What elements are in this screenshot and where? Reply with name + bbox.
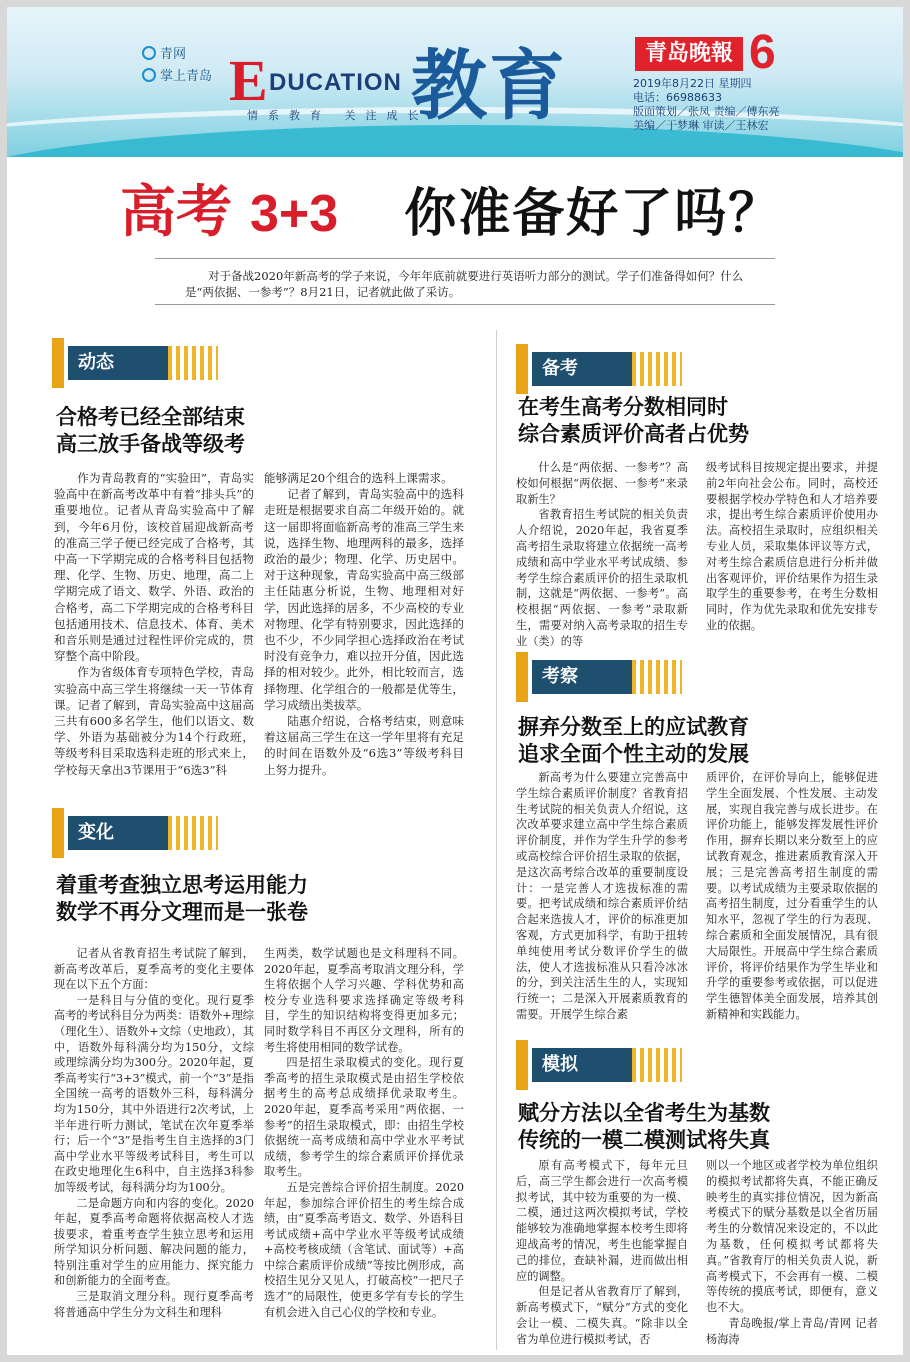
byline: 青岛晚报/掌上青岛/青网 记者 杨海涛 xyxy=(706,1316,878,1346)
title-line-1: 赋分方法以全省考生为基数 xyxy=(518,1101,770,1125)
tag-label: 变化 xyxy=(68,816,168,850)
paragraph: 作为青岛教育的“实验田”，青岛实验高中在新高考改革中有着“排头兵”的重要地位。记者从青岛实验高中了解到，今年6月份，该校首届迎战新高考的准高三学子便已经完成了合格考，其中高一下学期完成的合格考科目包括物理、化学、生物、历史、地理，高二上学期完成了语文、数学、外语、政治的合格考，高二下学期完成的合格考科目包括通用技术、信息技术、体育、美术和音乐则是通过过程性评价完成的，贯穿整个高中阶段。 xyxy=(54,471,254,664)
main-headline xyxy=(120,168,782,248)
title-line-1: 着重考查独立思考运用能力 xyxy=(56,873,308,897)
tag-accent-bar xyxy=(52,338,64,388)
masthead-slogan: 情系教育 关注成长 xyxy=(247,109,429,122)
article-title-kaocha xyxy=(518,714,749,768)
article-title-bianhua xyxy=(56,872,308,926)
paragraph: 原有高考模式下，每年元旦后，高三学生都会进行一次高考模拟考试，其中较为重要的为一模、二模，通过这两次模拟考试，学校能够较为准确地掌握本校考生即将迎战高考的情况，考生也能掌握自己的排位，查缺补漏，进而做出相应的调整。 xyxy=(516,1159,688,1283)
paragraph: 记者从省教育招生考试院了解到，新高考改革后，夏季高考的变化主要体现在以下五个方面： xyxy=(54,947,254,992)
editor-line-2: 美编／于梦琳 审读／王林宏 xyxy=(633,119,769,132)
title-line-2: 传统的一模二模测试将失真 xyxy=(518,1128,770,1152)
tag-accent-bar xyxy=(516,1040,528,1090)
paragraph: 但是记者从省教育厅了解到，新高考模式下，“赋分”方式的变化会让一模、二模失真。“除非以全省为单位进行模拟考试，否 xyxy=(516,1285,688,1346)
lead-top-rule xyxy=(155,258,775,259)
tag-stripe xyxy=(168,816,218,850)
qingwang-logo xyxy=(142,43,186,62)
section-tag-moni xyxy=(516,1040,682,1090)
paragraph: 一是科目与分值的变化。现行夏季高考的考试科目分为两类：语数外+理综（理化生）、语数外+文综（史地政），其中，语数外每科满分均为150分，文综或理综满分均为300分。2020年起，夏季高考实行“3+3”模式，前一个“3”是指全国统一高考的语数外三科，每科满分均为150分，其中外语进行2次考试，上半年进行听力测试，笔试在次年夏季举行；后一个“3”是指考生自主选择的3门高中学业水平等级考试科目，考生可以在政史地理化生6科中，自主选择3科参加等级考试，每科满分均为100分。 xyxy=(54,993,254,1194)
headline-red-number: 3+3 xyxy=(250,185,339,243)
paragraph: 新高考为什么要建立完善高中学生综合素质评价制度？省教育招生考试院的相关负责人介绍说，这次改革要求建立高中学生综合素质评价制度，并作为学生升学的参考或高校综合评价招生录取的依据，是这次高考综合改革的重要制度设计：一是完善人才选拔标准的需要。把考试成绩和综合素质评价结合起来选拔人才，评价的标准更加客观，方式更加科学，有助于扭转单纯使用考试分数评价学生的做法，使人才选拔标准从只看冷冰冰的分，到关注活生生的人，实现知行统一；二是深入开展素质教育的需要。开展学生综合素 xyxy=(516,771,688,1021)
paragraph: 则以一个地区或者学校为单位组织的模拟考试都将失真，不能正确反映考生的真实排位情况，因为新高考模式下的赋分基数是以全省历届考生的分数情况来设定的，不以此为基数，任何模拟考试都将失真。”省教育厅的相关负责人说，新高考模式下，不会再有一模、二模等传统的摸底考试，即便有，意义也不大。 xyxy=(706,1159,878,1315)
phone-line: 电话：66988633 xyxy=(633,91,722,104)
section-tag-kaocha xyxy=(516,652,682,702)
article-column-kaocha-1 xyxy=(516,770,688,1023)
paragraph: 什么是“两依据、一参考”？高校如何根据“两依据、一参考”来录取新生？ xyxy=(516,461,688,506)
tag-label: 考察 xyxy=(532,660,632,694)
paragraph: 生两类，数学试题也是文科理科不同。2020年起，夏季高考取消文理分科，学生将依据个人学习兴趣、学科优势和高校分专业选科要求选择确定等级考科目，学生的知识结构将变得更加多元；同时数学科目不再区分文理科，所有的考生将使用相同的数学试卷。 xyxy=(264,947,464,1054)
paragraph: 能够满足20个组合的选科上课需求。 xyxy=(264,471,453,485)
section-tag-dongtai xyxy=(52,338,218,388)
title-line-2: 高三放手备战等级考 xyxy=(56,432,245,456)
education-e-letter: E xyxy=(229,48,268,113)
lead-paragraph: 对于备战2020年新高考的学子来说，今年年底前就要进行英语听力部分的测试。学子们准备得如何？什么是“两依据、一参考”？8月21日，记者就此做了采访。 xyxy=(185,269,744,299)
headline-black-text: 你准备好了吗？ xyxy=(404,184,783,244)
paragraph: 陆惠介绍说，合格考结束，则意味着这届高三学生在这一学年里将有充足的时间在语数外及“6选3”等级考科目上努力提升。 xyxy=(264,714,464,777)
section-tag-beikao xyxy=(516,344,682,394)
article-column-bianhua-2 xyxy=(264,946,464,1320)
article-column-beikao-1 xyxy=(516,460,688,650)
title-line-1: 在考生高考分数相同时 xyxy=(518,395,728,419)
tag-accent-bar xyxy=(516,344,528,394)
page-number: 6 xyxy=(749,26,776,79)
article-title-dongtai xyxy=(56,404,245,458)
newspaper-logo: 青岛晚報 xyxy=(635,37,743,71)
date-line: 2019年8月22日 星期四 xyxy=(633,77,752,90)
paragraph: 质评价，在评价导向上，能够促进学生全面发展、个性发展、主动发展，实现自我完善与成长进步。在评价功能上，能够发挥发展性评价作用，摒弃长期以来分数至上的应试教育观念，推进素质教育深入开展；三是完善高考招生制度的需要。以考试成绩为主要录取依据的高考招生制度，过分看重学生的认知水平，忽视了学生的行为表现、综合素质和全面发展情况，具有很大局限性。开展高中学生综合素质评价，将评价结果作为学生毕业和升学的重要参考或依据，可以促进学生德智体美全面发展，培养其创新精神和实践能力。 xyxy=(706,771,878,1021)
headline-red-text: 高考 xyxy=(120,179,232,245)
qingwang-icon xyxy=(142,46,156,60)
article-column-dongtai-1 xyxy=(54,470,254,778)
article-title-moni xyxy=(518,1100,770,1154)
education-wordmark: DUCATION xyxy=(269,69,402,96)
article-title-beikao xyxy=(518,394,749,448)
section-title: 教育 xyxy=(411,41,567,130)
tag-label: 动态 xyxy=(68,346,168,380)
tag-stripe xyxy=(632,1048,682,1082)
masthead xyxy=(7,7,903,157)
tag-stripe xyxy=(168,346,218,380)
tag-label: 模拟 xyxy=(532,1048,632,1082)
article-column-dongtai-2 xyxy=(264,470,464,778)
title-line-1: 摒弃分数至上的应试教育 xyxy=(518,715,749,739)
title-line-2: 追求全面个性主动的发展 xyxy=(518,742,749,766)
title-line-1: 合格考已经全部结束 xyxy=(56,405,245,429)
zhangshang-icon xyxy=(142,68,156,82)
section-tag-bianhua xyxy=(52,808,218,858)
qingwang-label: 青网 xyxy=(160,47,187,62)
paragraph: 记者了解到，青岛实验高中的选科走班是根据要求自高二年级开始的。就这一届即将面临新高考的准高三学生来说，选择生物、地理两科的最多，选择政治的最少；物理、化学、历史居中。对于这种现象，青岛实验高中高三级部主任陆惠分析说，生物、地理相对好学，因此选择的居多，不少高校的专业对物理、化学有特别要求，因此选择的也不少，不少同学担心选择政治在考试时没有竞争力，难以拉开分值，因此选择的相对较少。此外，相比较而言，选择物理、化学组合的一般都是优等生，学习成绩出类拔萃。 xyxy=(264,487,464,712)
article-column-beikao-2 xyxy=(706,460,878,634)
tag-accent-bar xyxy=(52,808,64,858)
paragraph: 三是取消文理分科。现行夏季高考将普通高中学生分为文科生和理科 xyxy=(54,1290,254,1319)
column-divider xyxy=(496,330,497,1350)
paragraph: 二是命题方向和内容的变化。2020年起，夏季高考命题将依据高校人才选拔要求，着重考查学生独立思考和运用所学知识分析问题、解决问题的能力，特别注重对学生的应用能力、探究能力和创新能力的全面考查。 xyxy=(54,1196,254,1288)
paragraph: 四是招生录取模式的变化。现行夏季高考的招生录取模式是由招生学校依据考生的高考总成绩择优录取考生。2020年起，夏季高考采用“两依据、一参考”的招生录取模式，即：由招生学校依据统一高考成绩和高中学业水平考试成绩，参考学生的综合素质评价择优录取考生。 xyxy=(264,1056,464,1179)
paragraph: 五是完善综合评价招生制度。2020年起，参加综合评价招生的考生综合成绩，由“夏季高考语文、数学、外语科目考试成绩+高中学业水平等级考试成绩+高校考核成绩（含笔试、面试等）+高中综合素质评价成绩”等按比例形成，高校招生见分又见人，打破高校“一把尺子选才”的局限性，使更多学有专长的学生有机会进入自己心仪的学校和专业。 xyxy=(264,1180,464,1319)
article-column-bianhua-1 xyxy=(54,946,254,1320)
paragraph: 级考试科目按规定提出要求，并提前2年向社会公布。同时，高校还要根据学校办学特色和人才培养要求，提出考生综合素质评价使用办法。高校招生录取时，应组织相关专业人员，采取集体评议等方式，对考生综合素质信息进行分析并做出客观评价，评价结果作为招生录取学生的重要参考，在考生分数相同时，作为优先录取和优先安排专业的依据。 xyxy=(706,461,878,632)
paragraph: 省教育招生考试院的相关负责人介绍说，2020年起，我省夏季高考招生录取将建立依据统一高考成绩和高中学业水平考试成绩、参考学生综合素质评价的招生录取机制，这就是“两依据、一参考”。高校根据“两依据、一参考”录取新生，需要对纳入高考录取的招生专业（类）的等 xyxy=(516,508,688,648)
tag-accent-bar xyxy=(516,652,528,702)
tag-stripe xyxy=(632,352,682,386)
editor-line-1: 版面策划／张凤 责编／傅东亮 xyxy=(633,105,780,118)
tag-label: 备考 xyxy=(532,352,632,386)
title-line-2: 综合素质评价高者占优势 xyxy=(518,422,749,446)
article-column-kaocha-2 xyxy=(706,770,878,1023)
paragraph: 作为省级体育专项特色学校，青岛实验高中高三学生将继续一天一节体育课。记者了解到，青岛实验高中这届高三共有600多名学生，他们以语文、数学、外语为基础被分为14个行政班，等级考科目采取选科走班的形式来上，学校每天拿出3节课用于“6选3”科 xyxy=(54,665,254,777)
article-column-moni-2 xyxy=(706,1158,878,1348)
zhangshang-logo xyxy=(142,65,212,84)
zhangshang-label: 掌上青岛 xyxy=(160,69,213,84)
article-column-moni-1 xyxy=(516,1158,688,1348)
lead-bottom-rule xyxy=(155,304,775,305)
title-line-2: 数学不再分文理而是一张卷 xyxy=(56,900,308,924)
tag-stripe xyxy=(632,660,682,694)
